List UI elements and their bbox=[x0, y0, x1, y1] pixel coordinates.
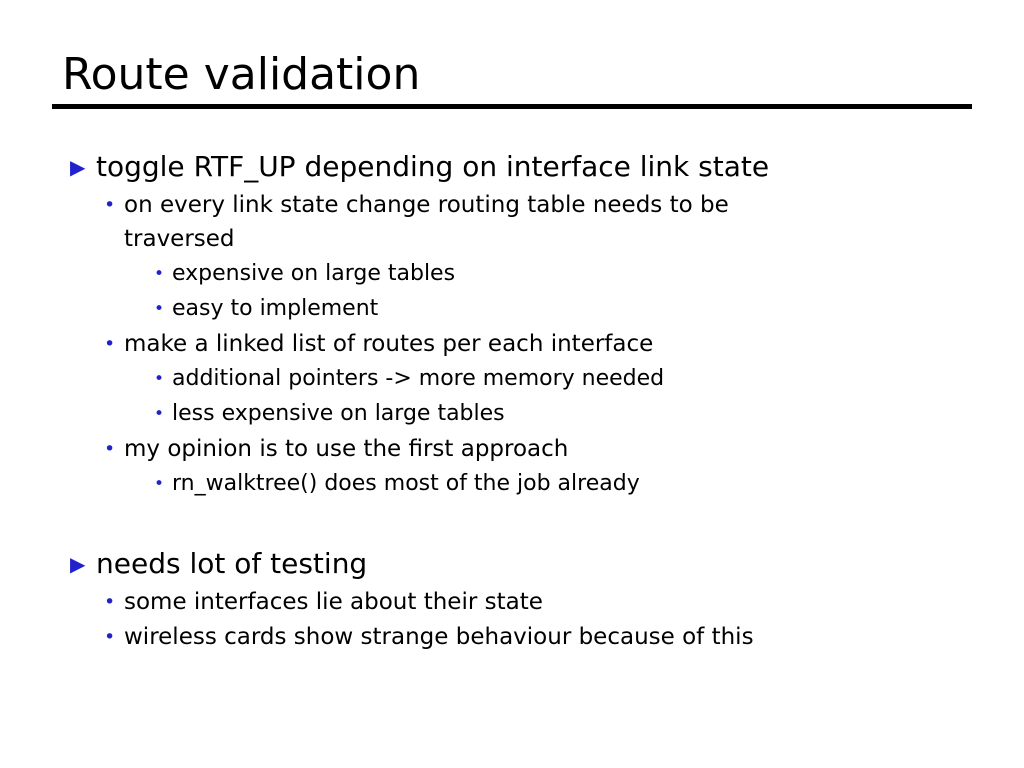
dot-bullet-icon: • bbox=[154, 404, 165, 424]
dot-bullet-icon: • bbox=[104, 591, 116, 613]
bullet-level3 bbox=[154, 257, 992, 291]
bullet-level2-label: on every link state change routing table needs to be traversed bbox=[124, 192, 729, 252]
bullet-level1 bbox=[62, 148, 992, 186]
bullet-level3-label: less expensive on large tables bbox=[172, 401, 505, 426]
bullet-level3 bbox=[154, 397, 992, 431]
bullet-level1-label: toggle RTF_UP depending on interface link state bbox=[96, 150, 770, 183]
bullet-level2 bbox=[104, 585, 992, 619]
bullet-level2-label: make a linked list of routes per each interface bbox=[124, 331, 654, 357]
bullet-level3 bbox=[154, 467, 992, 501]
bullet-level2 bbox=[104, 188, 992, 256]
bullet-level2-label: wireless cards show strange behaviour because of this bbox=[124, 624, 754, 650]
dot-bullet-icon: • bbox=[104, 626, 116, 648]
bullet-level2 bbox=[104, 327, 992, 361]
bullet-level2 bbox=[104, 432, 992, 466]
dot-bullet-icon: • bbox=[154, 264, 165, 284]
dot-bullet-icon: • bbox=[104, 438, 116, 460]
bullet-level1 bbox=[62, 545, 992, 583]
bullet-level2-label: my opinion is to use the first approach bbox=[124, 436, 569, 462]
dot-bullet-icon: • bbox=[154, 474, 165, 494]
bullet-level3 bbox=[154, 292, 992, 326]
bullet-level3-label: rn_walktree() does most of the job already bbox=[172, 471, 640, 496]
bullet-level3-label: additional pointers -> more memory needed bbox=[172, 366, 665, 391]
triangle-bullet-icon: ▶ bbox=[70, 552, 86, 576]
page-title: Route validation bbox=[62, 49, 421, 100]
dot-bullet-icon: • bbox=[154, 299, 165, 319]
slide-body bbox=[62, 140, 992, 654]
section-spacer bbox=[62, 501, 992, 537]
triangle-bullet-icon: ▶ bbox=[70, 155, 86, 179]
bullet-level3 bbox=[154, 362, 992, 396]
bullet-level3-label: expensive on large tables bbox=[172, 261, 456, 286]
bullet-level1-label: needs lot of testing bbox=[96, 547, 368, 580]
bullet-level2 bbox=[104, 620, 992, 654]
bullet-level3-label: easy to implement bbox=[172, 296, 379, 321]
bullet-level2-label: some interfaces lie about their state bbox=[124, 589, 543, 615]
title-divider bbox=[52, 104, 972, 109]
dot-bullet-icon: • bbox=[154, 369, 165, 389]
dot-bullet-icon: • bbox=[104, 194, 116, 216]
dot-bullet-icon: • bbox=[104, 333, 116, 355]
